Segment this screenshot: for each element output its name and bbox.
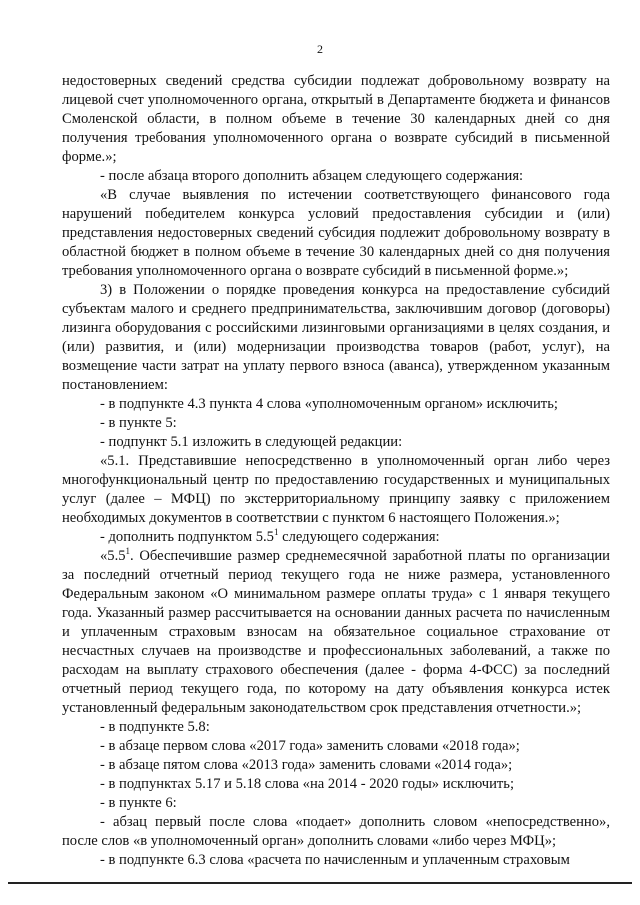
paragraph: - после абзаца второго дополнить абзацем следующего содержания: bbox=[100, 168, 524, 184]
paragraph: - абзац первый после слова «подает» дополнить словом «непосредственно», после слов «в уполномоченный орган» дополнить словами «либо через МФЦ»; bbox=[62, 814, 610, 849]
paragraph: - в абзаце пятом слова «2013 года» заменить словами «2014 года»; bbox=[100, 757, 513, 773]
paragraph: - подпункт 5.1 изложить в следующей редакции: bbox=[100, 434, 403, 450]
paragraph: - в подпунктах 5.17 и 5.18 слова «на 2014 - 2020 годы» исключить; bbox=[100, 776, 514, 792]
paragraph: «В случае выявления по истечении соответствующего финансового года нарушений победителем конкурса условий предоставления субсидии и (или) представления недостоверных сведений субсидия подлежит добровольному возврату в областной бюджет в полном объеме в течение 30 календарных дней со дня получения требования уполномоченного органа о возврате субсидий в письменной форме.»; bbox=[62, 187, 610, 279]
document-body bbox=[62, 72, 610, 870]
paragraph: - в пункте 5: bbox=[100, 415, 177, 431]
paragraph: недостоверных сведений средства субсидии подлежат добровольному возврату на лицевой счет уполномоченного органа, открытый в Департаменте бюджета и финансов Смоленской области, в полном объеме в течение 30 календарных дней со дня получения требования уполномоченного органа о возврате субсидий в письменной форме.»; bbox=[62, 73, 610, 165]
paragraph: - в абзаце первом слова «2017 года» заменить словами «2018 года»; bbox=[100, 738, 520, 754]
paragraph: - в подпункте 5.8: bbox=[100, 719, 210, 735]
paragraph: - в пункте 6: bbox=[100, 795, 177, 811]
superscript: 1 bbox=[273, 527, 279, 538]
paragraph: - в подпункте 6.3 слова «расчета по начисленным и уплаченным страховым bbox=[100, 852, 570, 868]
paragraph: «$5.5^1$. Обеспечившие размер среднемесячной заработной платы по организации за последний отчетный период текущего года не ниже размера, установленного Федеральным законом «О минимальном размере оплаты труда» с 1 января текущего года. Указанный размер рассчитывается на основании данных расчета по начисленным и уплаченным страховым взносам на обязательное социальное страхование от несчастных случаев на производстве и профессиональных заболеваний, а также по расходам на выплату страхового обеспечения (далее - форма 4-ФСС) за последний отчетный период текущего года, по которому на дату объявления конкурса истек установленный федеральным законодательством срок представления отчетности.»; bbox=[62, 546, 610, 716]
page-number: 2 bbox=[317, 42, 323, 56]
paragraph: 3) в Положении о порядке проведения конкурса на предоставление субсидий субъектам малого и среднего предпринимательства, заключившим договор (договоры) лизинга оборудования с российскими лизинговыми организациями в целях создания, и (или) развития, и (или) модернизации производства товаров (работ, услуг), на возмещение части затрат на уплату первого взноса (аванса), утвержденном указанным постановлением: bbox=[62, 282, 610, 393]
paragraph: «5.1. Представившие непосредственно в уполномоченный орган либо через многофункциональный центр по предоставлению государственных и муниципальных услуг (далее – МФЦ) по экстерриториальному принципу заявку с приложением необходимых документов в соответствии с пунктом 6 настоящего Положения.»; bbox=[62, 453, 610, 526]
paragraph: - в подпункте 4.3 пункта 4 слова «уполномоченным органом» исключить; bbox=[100, 396, 558, 412]
superscript: 1 bbox=[125, 546, 131, 557]
footer-divider bbox=[8, 882, 632, 884]
paragraph: - дополнить подпунктом $5.5^1$ следующего содержания: bbox=[100, 527, 440, 545]
